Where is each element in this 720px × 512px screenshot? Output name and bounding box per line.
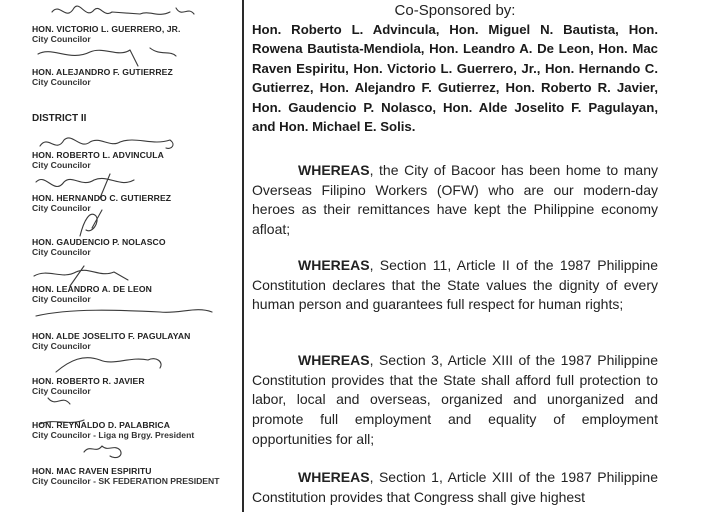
councilor-title: City Councilor bbox=[32, 77, 91, 87]
councilor-title: City Councilor bbox=[32, 160, 91, 170]
councilor-name: HON. ROBERTO R. JAVIER bbox=[32, 376, 145, 386]
councilor-title: City Councilor bbox=[32, 203, 91, 213]
whereas-text: , Section 11, Article II of the 1987 Philippine Constitution declares that the State values the dignity of every human person and guarantees full respect for human rights; bbox=[252, 257, 658, 313]
whereas-paragraph bbox=[252, 256, 658, 315]
councilor-name: HON. ROBERTO L. ADVINCULA bbox=[32, 150, 164, 160]
councilor-entry bbox=[32, 376, 240, 396]
councilor-entry bbox=[32, 466, 240, 486]
whereas-label: WHEREAS bbox=[298, 352, 370, 368]
whereas-text: , Section 1, Article XIII of the 1987 Philippine Constitution provides that Congress shall give highest bbox=[252, 469, 658, 505]
councilor-name: HON. LEANDRO A. DE LEON bbox=[32, 284, 152, 294]
column-divider bbox=[242, 0, 244, 512]
councilor-name: HON. MAC RAVEN ESPIRITU bbox=[32, 466, 152, 476]
councilor-name: HON. REYNALDO D. PALABRICA bbox=[32, 420, 171, 430]
whereas-label: WHEREAS bbox=[298, 162, 370, 178]
whereas-text: , the City of Bacoor has been home to many Overseas Filipino Workers (OFW) who are our modern-day heroes as their remittances have kept the Philippine economy afloat; bbox=[252, 162, 658, 238]
councilor-title: City Councilor - Liga ng Brgy. President bbox=[32, 430, 195, 440]
councilor-name: HON. ALEJANDRO F. GUTIERREZ bbox=[32, 67, 173, 77]
councilor-entry bbox=[32, 331, 240, 351]
councilor-entry bbox=[32, 24, 240, 44]
councilor-entry bbox=[32, 150, 240, 170]
cosponsor-list: Hon. Roberto L. Advincula, Hon. Miguel N. Bautista, Hon. Rowena Bautista-Mendiola, Hon. Leandro A. De Leon, Hon. Mac Raven Espiritu, Hon. Victorio L. Guerrero, Jr., Hon. Hernando C. Gutierrez, Hon. Alejandro F. Gutierrez, Hon. Roberto R. Javier, Hon. Gaudencio P. Nolasco, Hon. Alde Joselito F. Pagulayan, and Hon. Michael E. Solis. bbox=[252, 22, 658, 135]
councilor-title: City Councilor bbox=[32, 386, 91, 396]
whereas-paragraph bbox=[252, 468, 658, 507]
councilor-title: City Councilor bbox=[32, 247, 91, 257]
councilor-title: City Councilor bbox=[32, 34, 91, 44]
councilor-title: City Councilor - SK FEDERATION PRESIDENT bbox=[32, 476, 220, 486]
cosponsor-heading: Co-Sponsored by: bbox=[394, 2, 516, 19]
councilor-entry bbox=[32, 67, 240, 87]
councilor-entry bbox=[32, 237, 240, 257]
councilor-name: HON. ALDE JOSELITO F. PAGULAYAN bbox=[32, 331, 191, 341]
councilor-title: City Councilor bbox=[32, 294, 91, 304]
councilor-name: HON. HERNANDO C. GUTIERREZ bbox=[32, 193, 172, 203]
councilor-name: HON. GAUDENCIO P. NOLASCO bbox=[32, 237, 166, 247]
councilor-entry bbox=[32, 420, 240, 440]
councilor-name: HON. VICTORIO L. GUERRERO, JR. bbox=[32, 24, 181, 34]
councilor-entry bbox=[32, 193, 240, 213]
whereas-label: WHEREAS bbox=[298, 469, 370, 485]
whereas-label: WHEREAS bbox=[298, 257, 370, 273]
whereas-paragraph bbox=[252, 351, 658, 450]
whereas-paragraph bbox=[252, 161, 658, 240]
whereas-text: , Section 3, Article XIII of the 1987 Philippine Constitution provides that the State shall afford full protection to labor, local and overseas, organized and unorganized and promote full employment and equality of employment opportunities for all; bbox=[252, 352, 658, 447]
councilor-entry bbox=[32, 284, 240, 304]
district-label: DISTRICT II bbox=[32, 113, 87, 124]
resolution-body bbox=[252, 0, 658, 512]
councilor-title: City Councilor bbox=[32, 341, 91, 351]
signatory-column bbox=[0, 0, 240, 512]
